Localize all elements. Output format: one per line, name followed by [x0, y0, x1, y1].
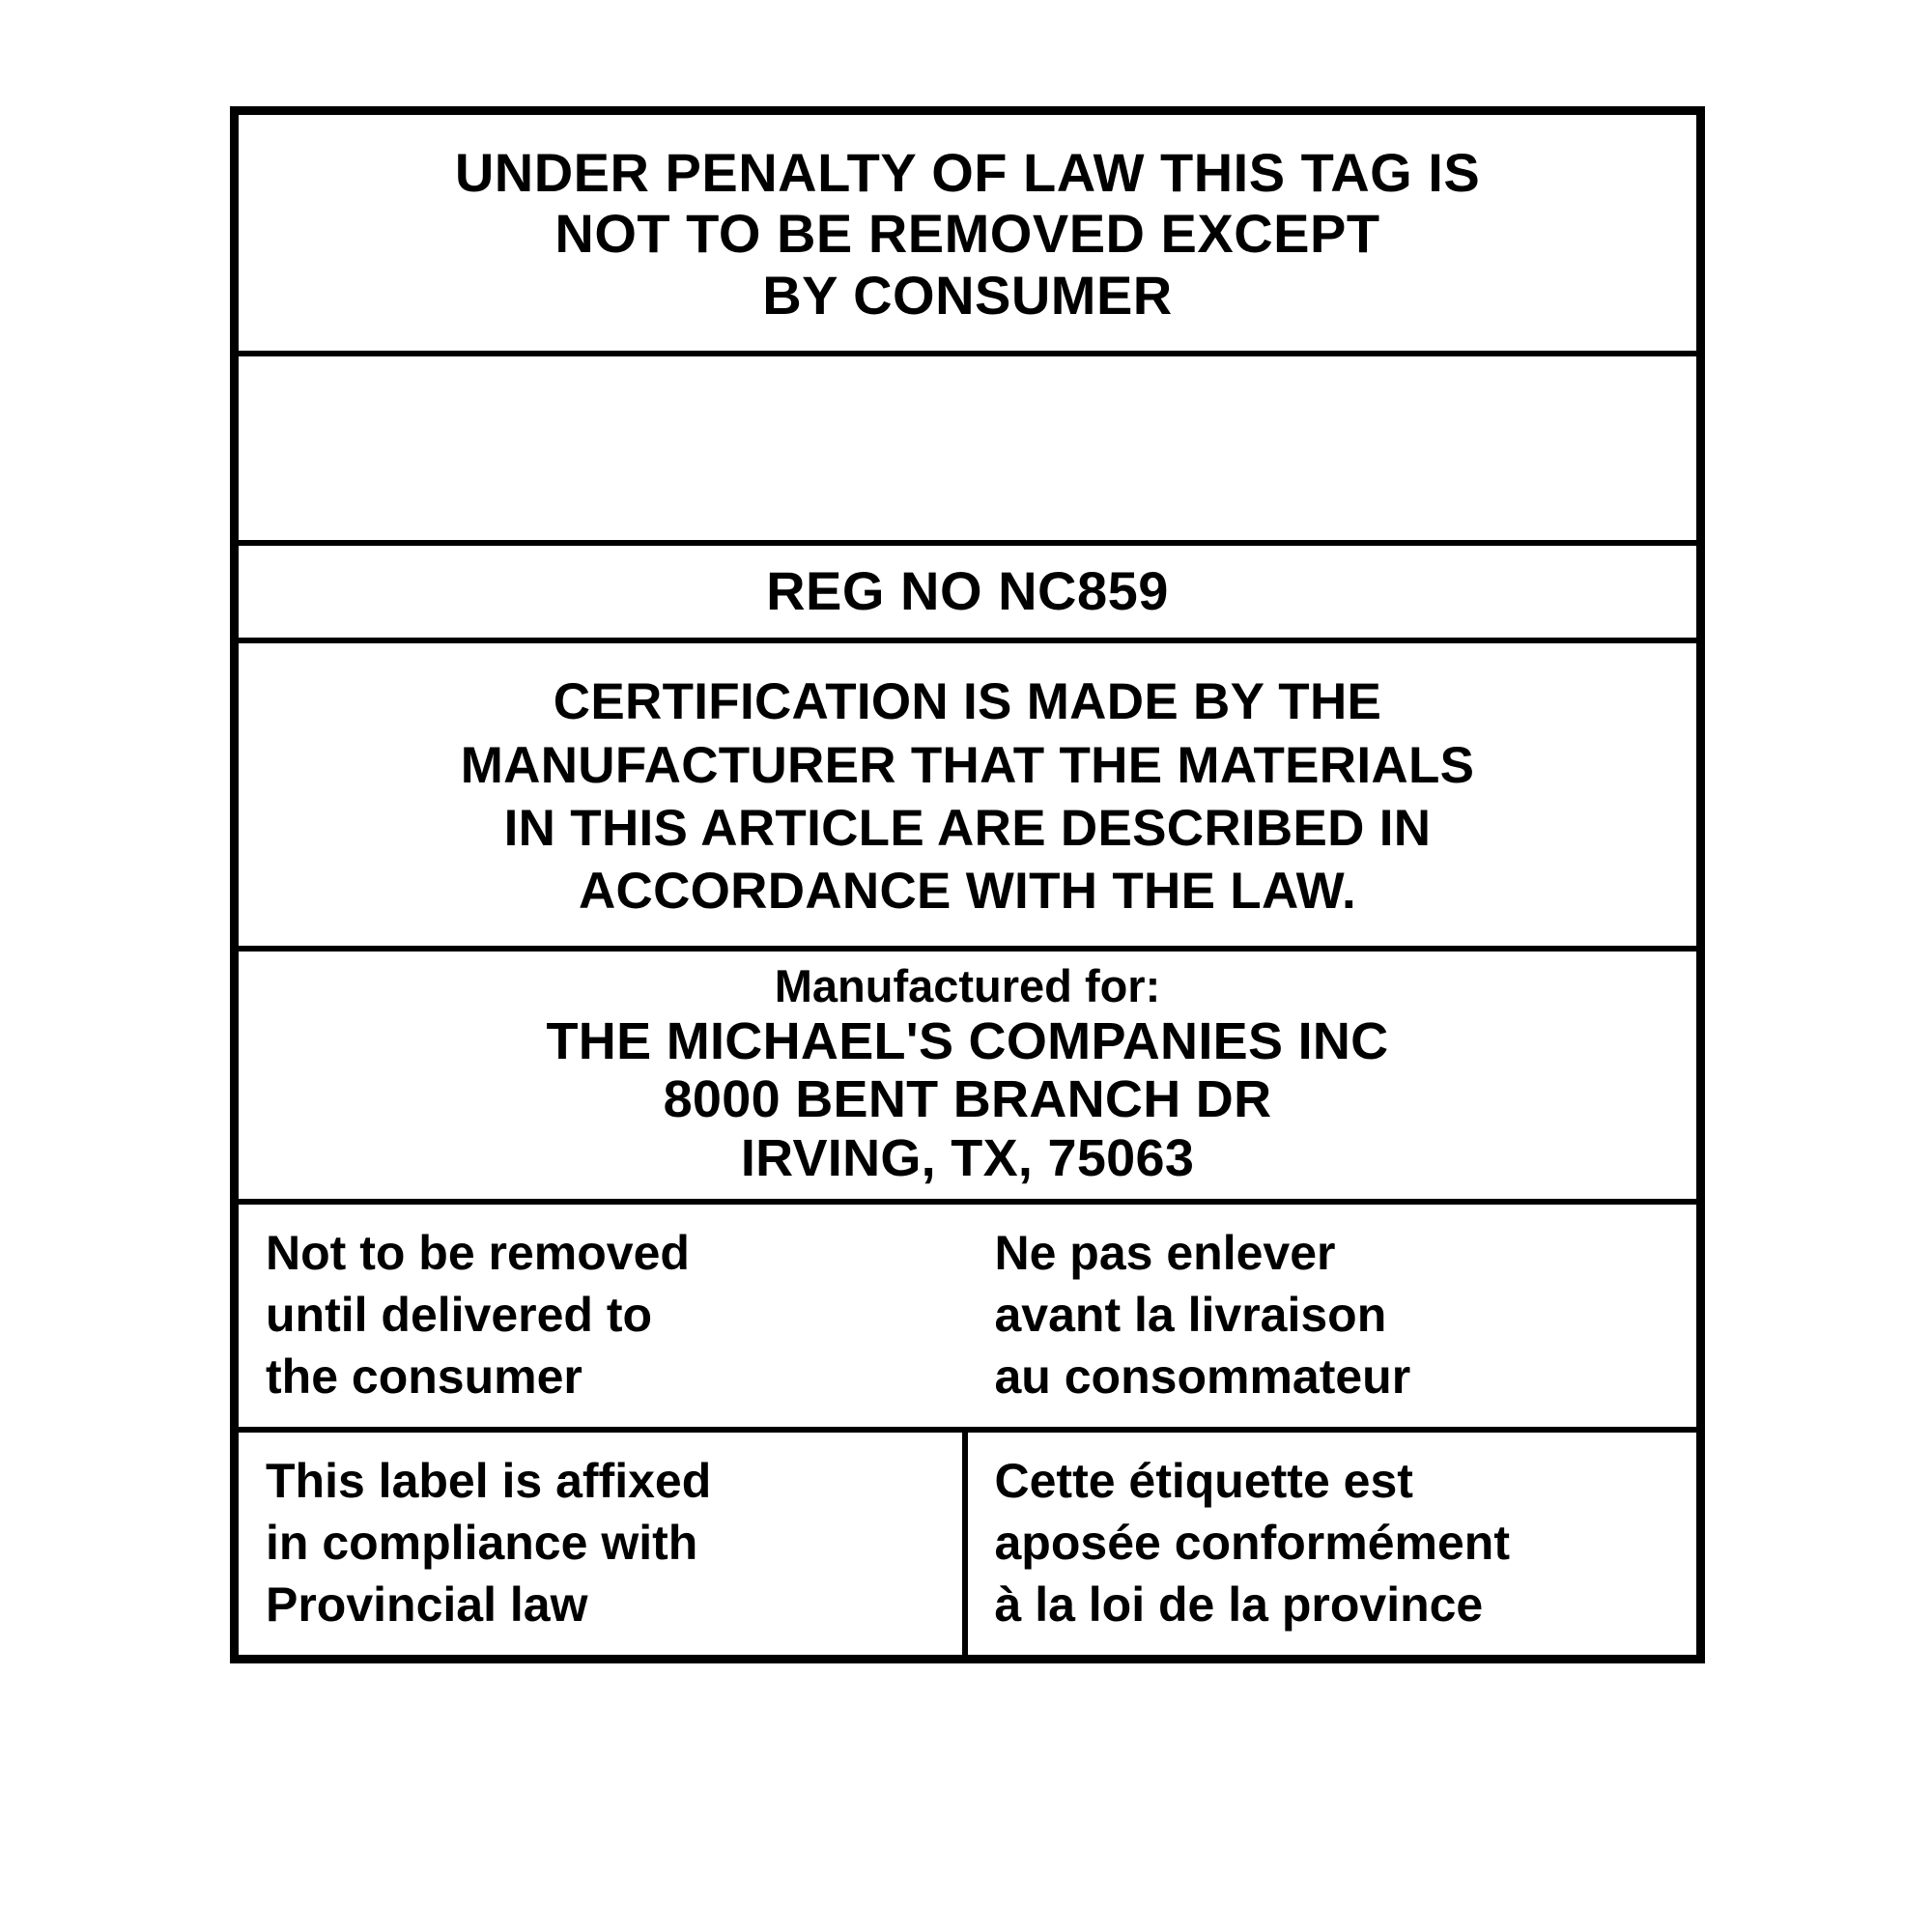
registration-number-section [239, 546, 1696, 644]
removal-notice-english-line-1: Not to be removed [266, 1226, 690, 1281]
removal-notice-english-line-3: the consumer [266, 1350, 582, 1405]
certification-line-2: MANUFACTURER THAT THE MATERIALS [460, 736, 1475, 794]
compliance-notice-english-line-1: This label is affixed [266, 1454, 712, 1509]
compliance-notice-french-line-1: Cette étiquette est [994, 1454, 1413, 1509]
compliance-notice-english-line-3: Provincial law [266, 1577, 588, 1633]
blank-write-in-area [239, 356, 1696, 546]
compliance-notice-english [239, 1433, 968, 1655]
certification-line-4: ACCORDANCE WITH THE LAW. [578, 862, 1357, 920]
headline-line-2: NOT TO BE REMOVED EXCEPT [554, 203, 1380, 265]
headline-line-1: UNDER PENALTY OF LAW THIS TAG IS [454, 142, 1481, 203]
compliance-notice-section [239, 1433, 1696, 1655]
certification-section [239, 643, 1696, 952]
removal-notice-french [968, 1205, 1697, 1427]
law-label-tag [230, 106, 1705, 1663]
removal-notice-english-line-2: until delivered to [266, 1288, 653, 1343]
removal-notice-french-line-2: avant la livraison [994, 1288, 1387, 1343]
certification-line-3: IN THIS ARTICLE ARE DESCRIBED IN [503, 799, 1432, 857]
compliance-notice-french [968, 1433, 1697, 1655]
compliance-notice-english-line-2: in compliance with [266, 1516, 698, 1571]
removal-notice-french-line-3: au consommateur [994, 1350, 1411, 1405]
manufacturer-street: 8000 BENT BRANCH DR [663, 1070, 1272, 1129]
removal-notice-section [239, 1205, 1696, 1433]
manufacturer-section [239, 952, 1696, 1205]
certification-line-1: CERTIFICATION IS MADE BY THE [553, 673, 1382, 731]
manufacturer-label: Manufactured for: [774, 960, 1161, 1012]
compliance-notice-french-line-2: aposée conformément [994, 1516, 1510, 1571]
registration-number: REG NO NC859 [766, 559, 1169, 621]
compliance-notice-french-line-3: à la loi de la province [994, 1577, 1484, 1633]
removal-notice-english [239, 1205, 968, 1427]
manufacturer-city-state-zip: IRVING, TX, 75063 [740, 1128, 1195, 1187]
headline-line-3: BY CONSUMER [762, 264, 1173, 326]
headline-section [239, 115, 1696, 356]
removal-notice-french-line-1: Ne pas enlever [994, 1226, 1336, 1281]
manufacturer-name: THE MICHAEL'S COMPANIES INC [546, 1011, 1389, 1070]
